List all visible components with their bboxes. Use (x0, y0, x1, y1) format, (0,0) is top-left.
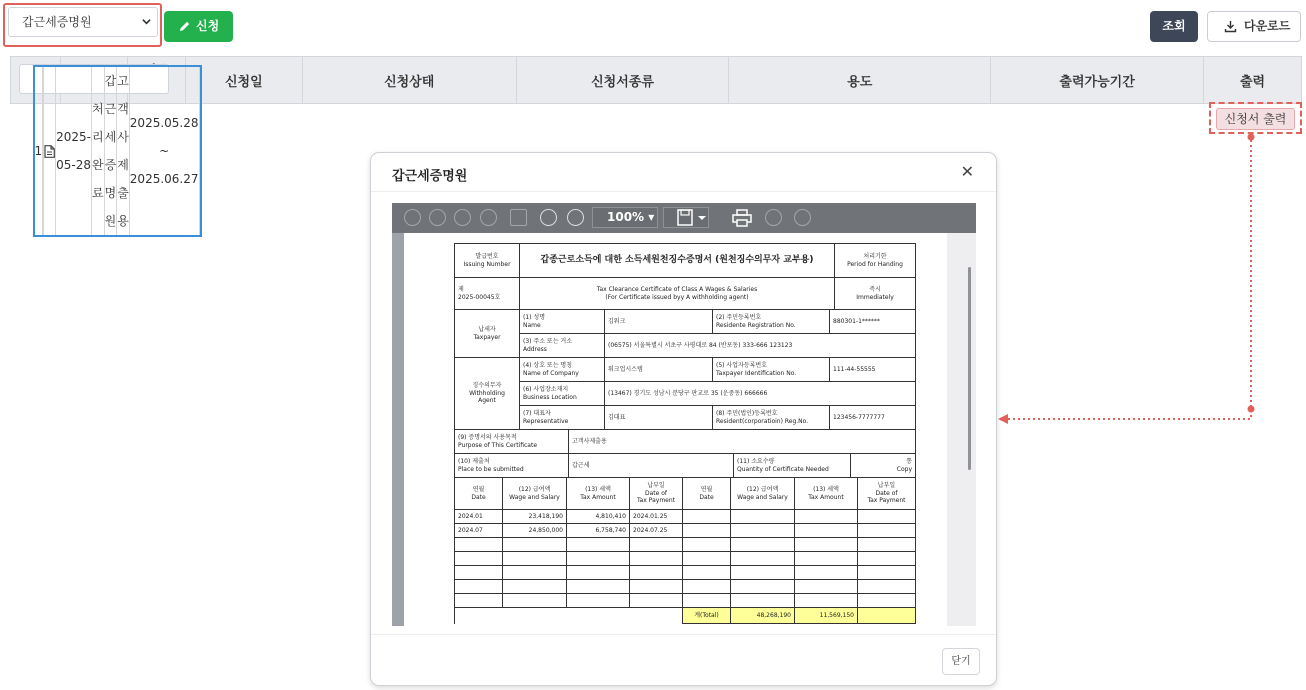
col-header-date[interactable]: 신청일 (185, 57, 302, 104)
doc-h-date-kr: 연월 (472, 486, 485, 493)
search-button[interactable]: 조회 (1150, 11, 1198, 42)
certificate-modal (370, 152, 997, 686)
doc-qty-label (734, 454, 851, 478)
doc-h-pay2-en2: Tax Payment (867, 497, 906, 505)
doc-addr-label (520, 334, 605, 358)
doc-total-label: 계(Total) (683, 608, 731, 624)
doc-h-tax2-en: Tax Amount (808, 493, 844, 501)
doc-row-tax: 4,810,410 (567, 510, 630, 524)
doc-row-pay: 2024.01.25 (630, 510, 683, 524)
doc-payment-row-empty (455, 594, 916, 608)
doc-type-select-value: 갑근세증명원 (22, 15, 92, 29)
report-page (404, 233, 947, 626)
print-request-button[interactable]: 신청서 출력 (1216, 108, 1295, 130)
doc-issue-no-en: Issuing Number (463, 260, 511, 268)
doc-submit-label (455, 454, 569, 478)
doc-h-date-en: Date (471, 493, 486, 501)
document-icon[interactable] (44, 145, 55, 158)
doc-rrn-label (713, 310, 830, 334)
doc-row-wage: 23,418,190 (503, 510, 567, 524)
doc-agent-kr: 징수의무자 (472, 382, 502, 390)
doc-h-wage (503, 478, 567, 510)
download-icon (1224, 20, 1237, 33)
doc-tin-value: 111-44-55555 (830, 358, 916, 382)
doc-payment-row (455, 510, 916, 524)
doc-h-wage-kr: (12) 급여액 (518, 486, 551, 493)
doc-qty-kr: (11) 소요수량 (737, 458, 775, 465)
doc-addr-kr: (3) 주소 또는 거소 (523, 338, 572, 345)
apply-button[interactable] (164, 11, 233, 42)
last-page-icon[interactable] (480, 209, 497, 226)
doc-total-tax: 11,569,150 (795, 608, 858, 624)
doc-rep-value: 김대표 (605, 406, 713, 430)
doc-copy (851, 454, 916, 478)
doc-rep-kr: (7) 대표자 (523, 410, 551, 417)
zoom-select[interactable]: 100% ▾ (592, 207, 658, 228)
col-header-type[interactable]: 신청서종류 (516, 57, 729, 104)
col-header-period[interactable]: 출력가능기간 (991, 57, 1204, 104)
doc-payment-row-empty (455, 566, 916, 580)
doc-taxpayer-kr: 납세자 (478, 326, 496, 333)
doc-row-pay: 2024.07.25 (630, 524, 683, 538)
doc-no-value: 2025-00045호 (458, 293, 501, 301)
doc-h-date2-en: Date (699, 493, 714, 501)
doc-subtitle (520, 278, 835, 310)
doc-location-label (520, 382, 605, 406)
doc-taxpayer-label (455, 310, 520, 358)
doc-payment-row-empty (455, 552, 916, 566)
doc-h-pay2-en1: Date of (875, 489, 898, 497)
doc-total-row (455, 608, 916, 624)
col-header-purpose[interactable]: 용도 (729, 57, 991, 104)
doc-submit-en: Place to be submitted (458, 465, 524, 473)
prev-page-icon[interactable] (429, 209, 446, 226)
doc-h-tax2-kr: (13) 세액 (813, 486, 839, 493)
doc-period-kr: 처리기한 (863, 253, 887, 260)
doc-h-pay-en2: Tax Payment (636, 497, 676, 505)
doc-taxpayer-en: Taxpayer (473, 333, 501, 341)
zoom-out-icon[interactable] (567, 209, 584, 226)
doc-issue-number-label (455, 244, 520, 278)
close-report-icon[interactable] (794, 209, 811, 226)
doc-row-tax: 6,758,740 (567, 524, 630, 538)
doc-corp-kr: (8) 주민(법인)등록번호 (716, 410, 778, 417)
doc-row-date: 2024.01 (455, 510, 503, 524)
doc-payment-header (455, 478, 916, 510)
col-header-status[interactable]: 신청상태 (302, 57, 516, 104)
save-icon (664, 208, 710, 227)
doc-rep-en: Representative (523, 417, 569, 425)
find-icon[interactable] (765, 209, 782, 226)
doc-loc-en: Business Location (523, 393, 577, 401)
cell-purpose: 고객사제출용 (117, 66, 130, 236)
doc-rrn-kr: (2) 주민등록번호 (716, 314, 762, 321)
doc-h-tax-en: Tax Amount (580, 493, 616, 501)
doc-h-wage-en: Wage and Salary (509, 493, 560, 501)
doc-submit-value: 갑근세 (569, 454, 734, 478)
doc-title-en2: (For Certificate issued byy A withholding agent) (605, 293, 749, 301)
modal-footer-divider (371, 634, 997, 635)
doc-agent-label (455, 358, 520, 430)
download-button[interactable] (1207, 11, 1301, 42)
doc-h-pay (630, 478, 683, 510)
doc-loc-kr: (6) 사업장소재지 (523, 386, 569, 393)
doc-corp-value: 123456-7777777 (830, 406, 916, 430)
doc-tin-label (713, 358, 830, 382)
doc-addr-en: Address (523, 345, 547, 353)
doc-copy-en: Copy (896, 465, 913, 473)
doc-copy-kr: 통 (906, 458, 913, 465)
cell-date: 2025-05-28 (56, 66, 92, 236)
doc-location-value: (13467) 경기도 성남시 분당구 판교로 35 (운중동) 666666 (605, 382, 916, 406)
doc-h-pay2 (858, 478, 916, 510)
doc-agent-en1: Withholding (469, 389, 505, 397)
doc-h-tax2 (795, 478, 858, 510)
zoom-value: 100% (607, 210, 645, 224)
cell-period: 2025.05.28 ~ 2025.06.27 (129, 66, 199, 236)
doc-h-date2-kr: 연월 (700, 486, 713, 493)
next-page-icon[interactable] (454, 209, 471, 226)
connector-arrow (996, 130, 1258, 426)
cell-detail[interactable] (44, 66, 56, 236)
save-dropdown[interactable] (663, 207, 709, 228)
close-icon[interactable]: ✕ (960, 162, 974, 181)
doc-name-value: 김워크 (605, 310, 713, 334)
doc-addr-value: (06575) 서울특별시 서초구 사평대로 84 (반포동) 333-666 123123 (605, 334, 916, 358)
print-icon[interactable] (732, 209, 752, 227)
doc-h-date (455, 478, 503, 510)
doc-imm-kr: 즉시 (869, 286, 881, 293)
cell-type: 갑근세증명원 (104, 66, 117, 236)
doc-issue-number (455, 278, 520, 310)
doc-name-kr: (1) 성명 (523, 314, 545, 321)
doc-comp-en: Name of Company (523, 369, 579, 377)
doc-no-prefix: 제 (458, 286, 464, 293)
report-viewer (392, 203, 976, 626)
doc-purpose-block (454, 429, 916, 478)
chevron-down-icon (142, 17, 151, 26)
doc-issue-no-kr: 발급번호 (475, 253, 499, 260)
doc-party-block (454, 309, 916, 430)
modal-title: 갑근세증명원 (392, 169, 468, 184)
doc-h-pay-kr: 납부일 (647, 482, 665, 490)
cell-no: 1 (34, 66, 43, 236)
col-header-print[interactable]: 출력 (1204, 57, 1302, 104)
close-button[interactable]: 닫기 (942, 648, 980, 675)
doc-rrn-value: 880301-1****** (830, 310, 916, 334)
doc-h-tax (567, 478, 630, 510)
doc-submit-kr: (10) 제출처 (458, 458, 490, 465)
doc-header (454, 243, 916, 310)
doc-rep-label (520, 406, 605, 430)
doc-company-value: 워크업시스템 (605, 358, 713, 382)
doc-purpose-en: Purpose of This Certificate (458, 441, 538, 449)
doc-tin-en: Taxpayer Identification No. (716, 369, 797, 377)
doc-agent-en2: Agent (478, 397, 496, 405)
doc-h-date2 (683, 478, 731, 510)
doc-h-wage2-en: Wage and Salary (737, 493, 788, 501)
doc-immediately (835, 278, 916, 310)
doc-corp-label (713, 406, 830, 430)
doc-payment-row-empty (455, 580, 916, 594)
doc-total-wage: 48,268,190 (731, 608, 795, 624)
modal-divider (371, 191, 997, 192)
download-button-label: 다운로드 (1244, 19, 1291, 33)
table-header-row (11, 57, 1302, 104)
doc-period-en: Period for Handing (847, 260, 903, 268)
doc-h-pay-en1: Date of (644, 489, 668, 497)
viewer-scrollbar-track[interactable] (947, 233, 976, 626)
doc-type-select[interactable] (8, 7, 158, 37)
doc-row-date: 2024.07 (455, 524, 503, 538)
cell-print (199, 66, 201, 236)
doc-payment-table (454, 477, 916, 624)
doc-tin-kr: (5) 사업자등록번호 (716, 362, 767, 369)
doc-corp-en: Resident(corporatioin) Reg.No. (716, 417, 809, 425)
doc-h-pay2-kr: 납부일 (877, 482, 896, 490)
doc-rrn-en: Residente Registration No. (716, 321, 796, 329)
viewer-scrollbar-thumb[interactable] (968, 267, 971, 470)
doc-purpose-value: 고객사제출용 (569, 430, 916, 454)
doc-name-label (520, 310, 605, 334)
doc-h-tax-kr: (13) 세액 (585, 486, 611, 493)
copy-icon[interactable] (510, 209, 527, 226)
table-row[interactable] (19, 64, 169, 94)
pencil-icon (178, 20, 191, 33)
doc-h-wage2 (731, 478, 795, 510)
doc-title-en1: Tax Clearance Certificate of Class A Wages & Salaries (596, 286, 758, 293)
doc-company-label (520, 358, 605, 382)
doc-comp-kr: (4) 상호 또는 명칭 (523, 362, 572, 369)
doc-h-wage2-kr: (12) 급여액 (746, 486, 779, 493)
doc-qty-en: Quantity of Certificate Needed (737, 465, 829, 473)
cell-status: 처리완료 (92, 66, 105, 236)
doc-name-en: Name (523, 321, 541, 329)
apply-button-label: 신청 (196, 19, 220, 33)
doc-purpose-label (455, 430, 569, 454)
doc-payment-row-empty (455, 538, 916, 552)
viewer-toolbar (392, 203, 976, 233)
doc-imm-en: Immediately (856, 293, 894, 301)
zoom-in-icon[interactable] (540, 209, 557, 226)
doc-row-wage: 24,850,000 (503, 524, 567, 538)
doc-period-label (835, 244, 916, 278)
doc-payment-row (455, 524, 916, 538)
first-page-icon[interactable] (404, 209, 421, 226)
doc-purpose-kr: (9) 증명서의 사용목적 (458, 434, 517, 441)
doc-title: 갑종근로소득에 대한 소득세원천징수증명서 (원천징수의무자 교부용) (520, 244, 835, 278)
